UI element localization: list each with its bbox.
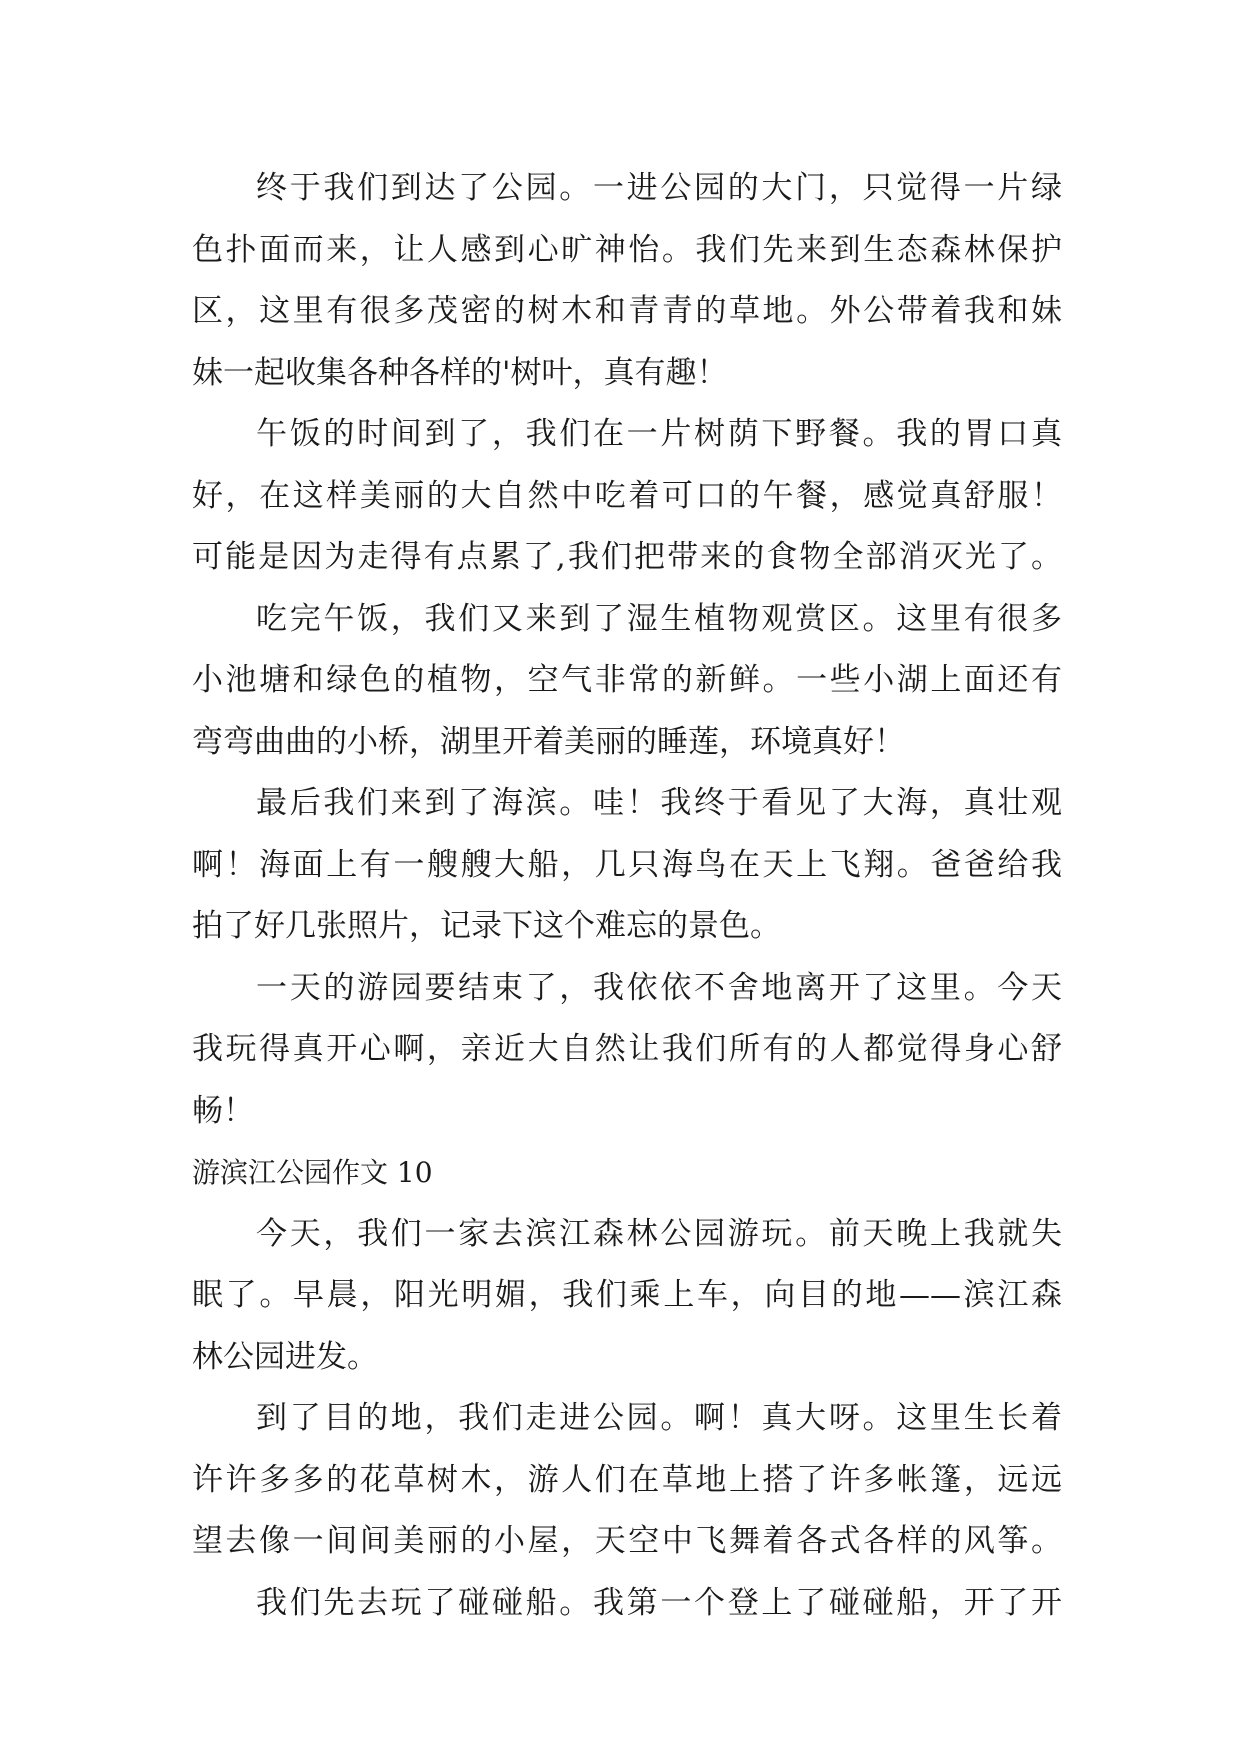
paragraph-line: 林公园进发。 [192, 1338, 378, 1375]
paragraph-lunch [192, 404, 1062, 589]
paragraph-line: 我玩得真开心啊，亲近大自然让我们所有的人都觉得身心舒 [192, 1031, 1062, 1067]
paragraph-line: 终于我们到达了公园。一进公园的大门，只觉得一片绿 [256, 170, 1062, 206]
paragraph-line: 最后我们来到了海滨。哇！我终于看见了大海，真壮观 [256, 785, 1062, 821]
paragraph-seaside [192, 773, 1062, 958]
paragraph-line: 一天的游园要结束了，我依依不舍地离开了这里。今天 [256, 969, 1062, 1006]
paragraph-line: 畅！ [192, 1092, 254, 1129]
essay-heading: 游滨江公园作文 10 [192, 1156, 433, 1189]
paragraph-line: 好，在这样美丽的大自然中吃着可口的午餐，感觉真舒服！ [192, 477, 1062, 514]
paragraph-line: 拍了好几张照片，记录下这个难忘的景色。 [192, 908, 781, 944]
paragraph-line: 到了目的地，我们走进公园。啊！真大呀。这里生长着 [256, 1400, 1062, 1436]
paragraph-line: 区，这里有很多茂密的树木和青青的草地。外公带着我和妹 [192, 293, 1062, 329]
paragraph-line: 啊！海面上有一艘艘大船，几只海鸟在天上飞翔。爸爸给我 [192, 846, 1062, 883]
paragraph-line: 许许多多的花草树木，游人们在草地上搭了许多帐篷，远远 [192, 1461, 1062, 1498]
paragraph-ending [192, 958, 1062, 1143]
paragraph-park-arrival [192, 158, 1062, 404]
paragraph-line: 今天，我们一家去滨江森林公园游玩。前天晚上我就失 [256, 1215, 1062, 1252]
paragraph-line: 我们先去玩了碰碰船。我第一个登上了碰碰船，开了开 [256, 1584, 1062, 1621]
paragraph-line: 午饭的时间到了，我们在一片树荫下野餐。我的胃口真 [256, 416, 1062, 452]
paragraph-destination [192, 1388, 1062, 1573]
paragraph-line: 小池塘和绿色的植物，空气非常的新鲜。一些小湖上面还有 [192, 662, 1062, 698]
paragraph-line: 吃完午饭，我们又来到了湿生植物观赏区。这里有很多 [256, 600, 1062, 637]
paragraph-bumper-boats [192, 1573, 1062, 1635]
paragraph-line: 妹一起收集各种各样的'树叶，真有趣！ [192, 354, 728, 391]
paragraph-trip-start [192, 1204, 1062, 1389]
paragraph-line: 望去像一间间美丽的小屋，天空中飞舞着各式各样的风筝。 [192, 1523, 1062, 1559]
text-column [192, 158, 1062, 1634]
paragraph-wetland [192, 589, 1062, 774]
paragraph-line: 色扑面而来，让人感到心旷神怡。我们先来到生态森林保护 [192, 231, 1062, 268]
paragraph-line: 可能是因为走得有点累了,我们把带来的食物全部消灭光了。 [192, 539, 1062, 575]
paragraph-line: 弯弯曲曲的小桥，湖里开着美丽的睡莲，环境真好！ [192, 723, 905, 760]
paragraph-line: 眠了。早晨，阳光明媚，我们乘上车，向目的地——滨江森 [192, 1277, 1062, 1313]
